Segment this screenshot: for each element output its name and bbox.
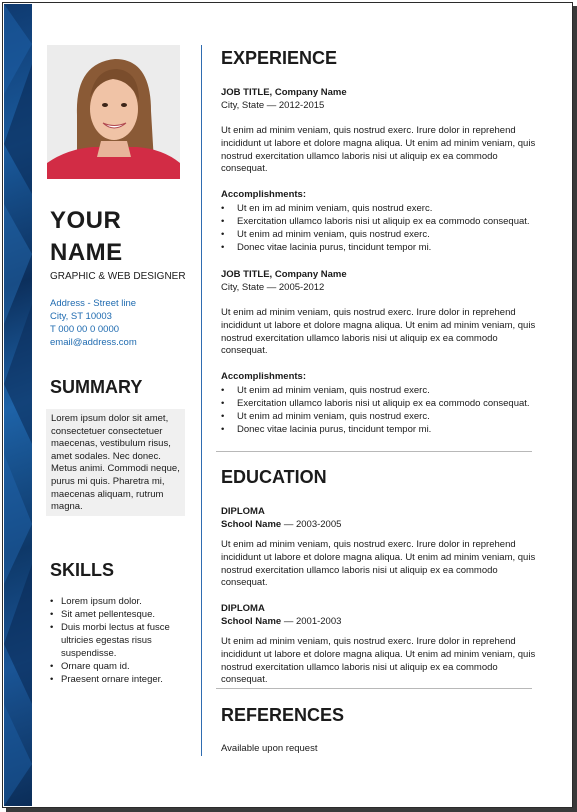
accomplishments-list	[221, 384, 541, 436]
job-subtitle: GRAPHIC & WEB DESIGNER	[50, 271, 186, 282]
references-heading: REFERENCES	[221, 705, 345, 725]
column-divider	[201, 45, 202, 756]
accomplishment-item: • Ut enim ad minim veniam, quis nostrud exerc.	[221, 384, 541, 397]
skill-item: • Duis morbi lectus at fusce ultricies egestas risus suspendisse.	[50, 622, 190, 660]
accomplishment-item: • Exercitation ullamco laboris nisi ut aliquip ex ea commodo consequat.	[221, 215, 541, 228]
school-years: — 2001-2003	[281, 616, 342, 627]
accomplishment-item: • Ut en im ad minim veniam, quis nostrud exerc.	[221, 202, 541, 215]
accomplishment-item: • Ut enim ad minim veniam, quis nostrud exerc.	[221, 410, 541, 423]
degree-title: DIPLOMA	[221, 506, 265, 517]
job-description: Ut enim ad minim veniam, quis nostrud exerc. Irure dolor in reprehend incididunt ut labore et dolore magna aliqua. Ut enim ad minim veniam, quis nostrud exercitation ullamco laboris nisi ut aliquip ex ea commodo consequat.	[221, 307, 536, 357]
education-description: Ut enim ad minim veniam, quis nostrud exerc. Irure dolor in reprehend incididunt ut labore et dolore magna aliqua. Ut enim ad minim veniam, quis nostrud exercitation ullamco laboris nisi ut aliquip ex ea commodo consequat.	[221, 539, 536, 589]
job-description: Ut enim ad minim veniam, quis nostrud exerc. Irure dolor in reprehend incididunt ut labore et dolore magna aliqua. Ut enim ad minim veniam, quis nostrud exercitation ullamco laboris nisi ut aliquip ex ea commodo consequat.	[221, 125, 536, 175]
accomplishments-label: Accomplishments:	[221, 371, 306, 382]
school-years: — 2003-2005	[281, 519, 342, 530]
job-meta: City, State — 2012-2015	[221, 100, 325, 111]
profile-photo	[47, 45, 180, 179]
section-divider	[216, 688, 532, 689]
education-description: Ut enim ad minim veniam, quis nostrud exerc. Irure dolor in reprehend incididunt ut labore et dolore magna aliqua. Ut enim ad minim veniam, quis nostrud exercitation ullamco laboris nisi ut aliquip ex ea commodo consequat.	[221, 636, 536, 686]
accomplishment-item: • Donec vitae lacinia purus, tincidunt tempor mi.	[221, 241, 541, 254]
section-divider	[216, 451, 532, 452]
school-meta	[221, 519, 341, 530]
education-heading: EDUCATION	[221, 467, 327, 487]
name-second-line: NAME	[50, 239, 123, 266]
school-name: School Name	[221, 519, 282, 530]
job-title: JOB TITLE, Company Name	[221, 269, 347, 280]
references-text: Available upon request	[221, 743, 318, 754]
contact-email[interactable]: email@address.com	[50, 337, 137, 348]
contact-city: City, ST 10003	[50, 311, 112, 322]
school-meta	[221, 616, 341, 627]
skills-list	[50, 596, 190, 687]
skill-item: • Sit amet pellentesque.	[50, 609, 190, 622]
school-name: School Name	[221, 616, 282, 627]
summary-heading: SUMMARY	[50, 377, 143, 397]
decorative-side-stripe	[4, 4, 32, 806]
accomplishment-item: • Donec vitae lacinia purus, tincidunt tempor mi.	[221, 423, 541, 436]
degree-title: DIPLOMA	[221, 603, 265, 614]
accomplishments-label: Accomplishments:	[221, 189, 306, 200]
skill-item: • Praesent ornare integer.	[50, 674, 190, 687]
job-meta: City, State — 2005-2012	[221, 282, 325, 293]
page-shadow-right	[573, 6, 577, 812]
experience-heading: EXPERIENCE	[221, 48, 338, 68]
summary-text: Lorem ipsum dolor sit amet, consectetuer consectetuer maecenas, vestibulum risus, amet sodales. Nec donec. Metus animi. Commodi neque, purus mi quis. Pharetra mi, maecenas aliquam, rutrum magna.	[46, 409, 185, 516]
name-first-line: YOUR	[50, 207, 122, 234]
skill-item: • Ornare quam id.	[50, 661, 190, 674]
accomplishment-item: • Exercitation ullamco laboris nisi ut aliquip ex ea commodo consequat.	[221, 397, 541, 410]
contact-address: Address - Street line	[50, 298, 137, 309]
accomplishments-list	[221, 202, 541, 254]
contact-phone: T 000 00 0 0000	[50, 324, 120, 335]
skills-heading: SKILLS	[50, 560, 115, 580]
skill-item: • Lorem ipsum dolor.	[50, 596, 190, 609]
page-shadow-bottom	[6, 808, 577, 812]
job-title: JOB TITLE, Company Name	[221, 87, 347, 98]
accomplishment-item: • Ut enim ad minim veniam, quis nostrud exerc.	[221, 228, 541, 241]
